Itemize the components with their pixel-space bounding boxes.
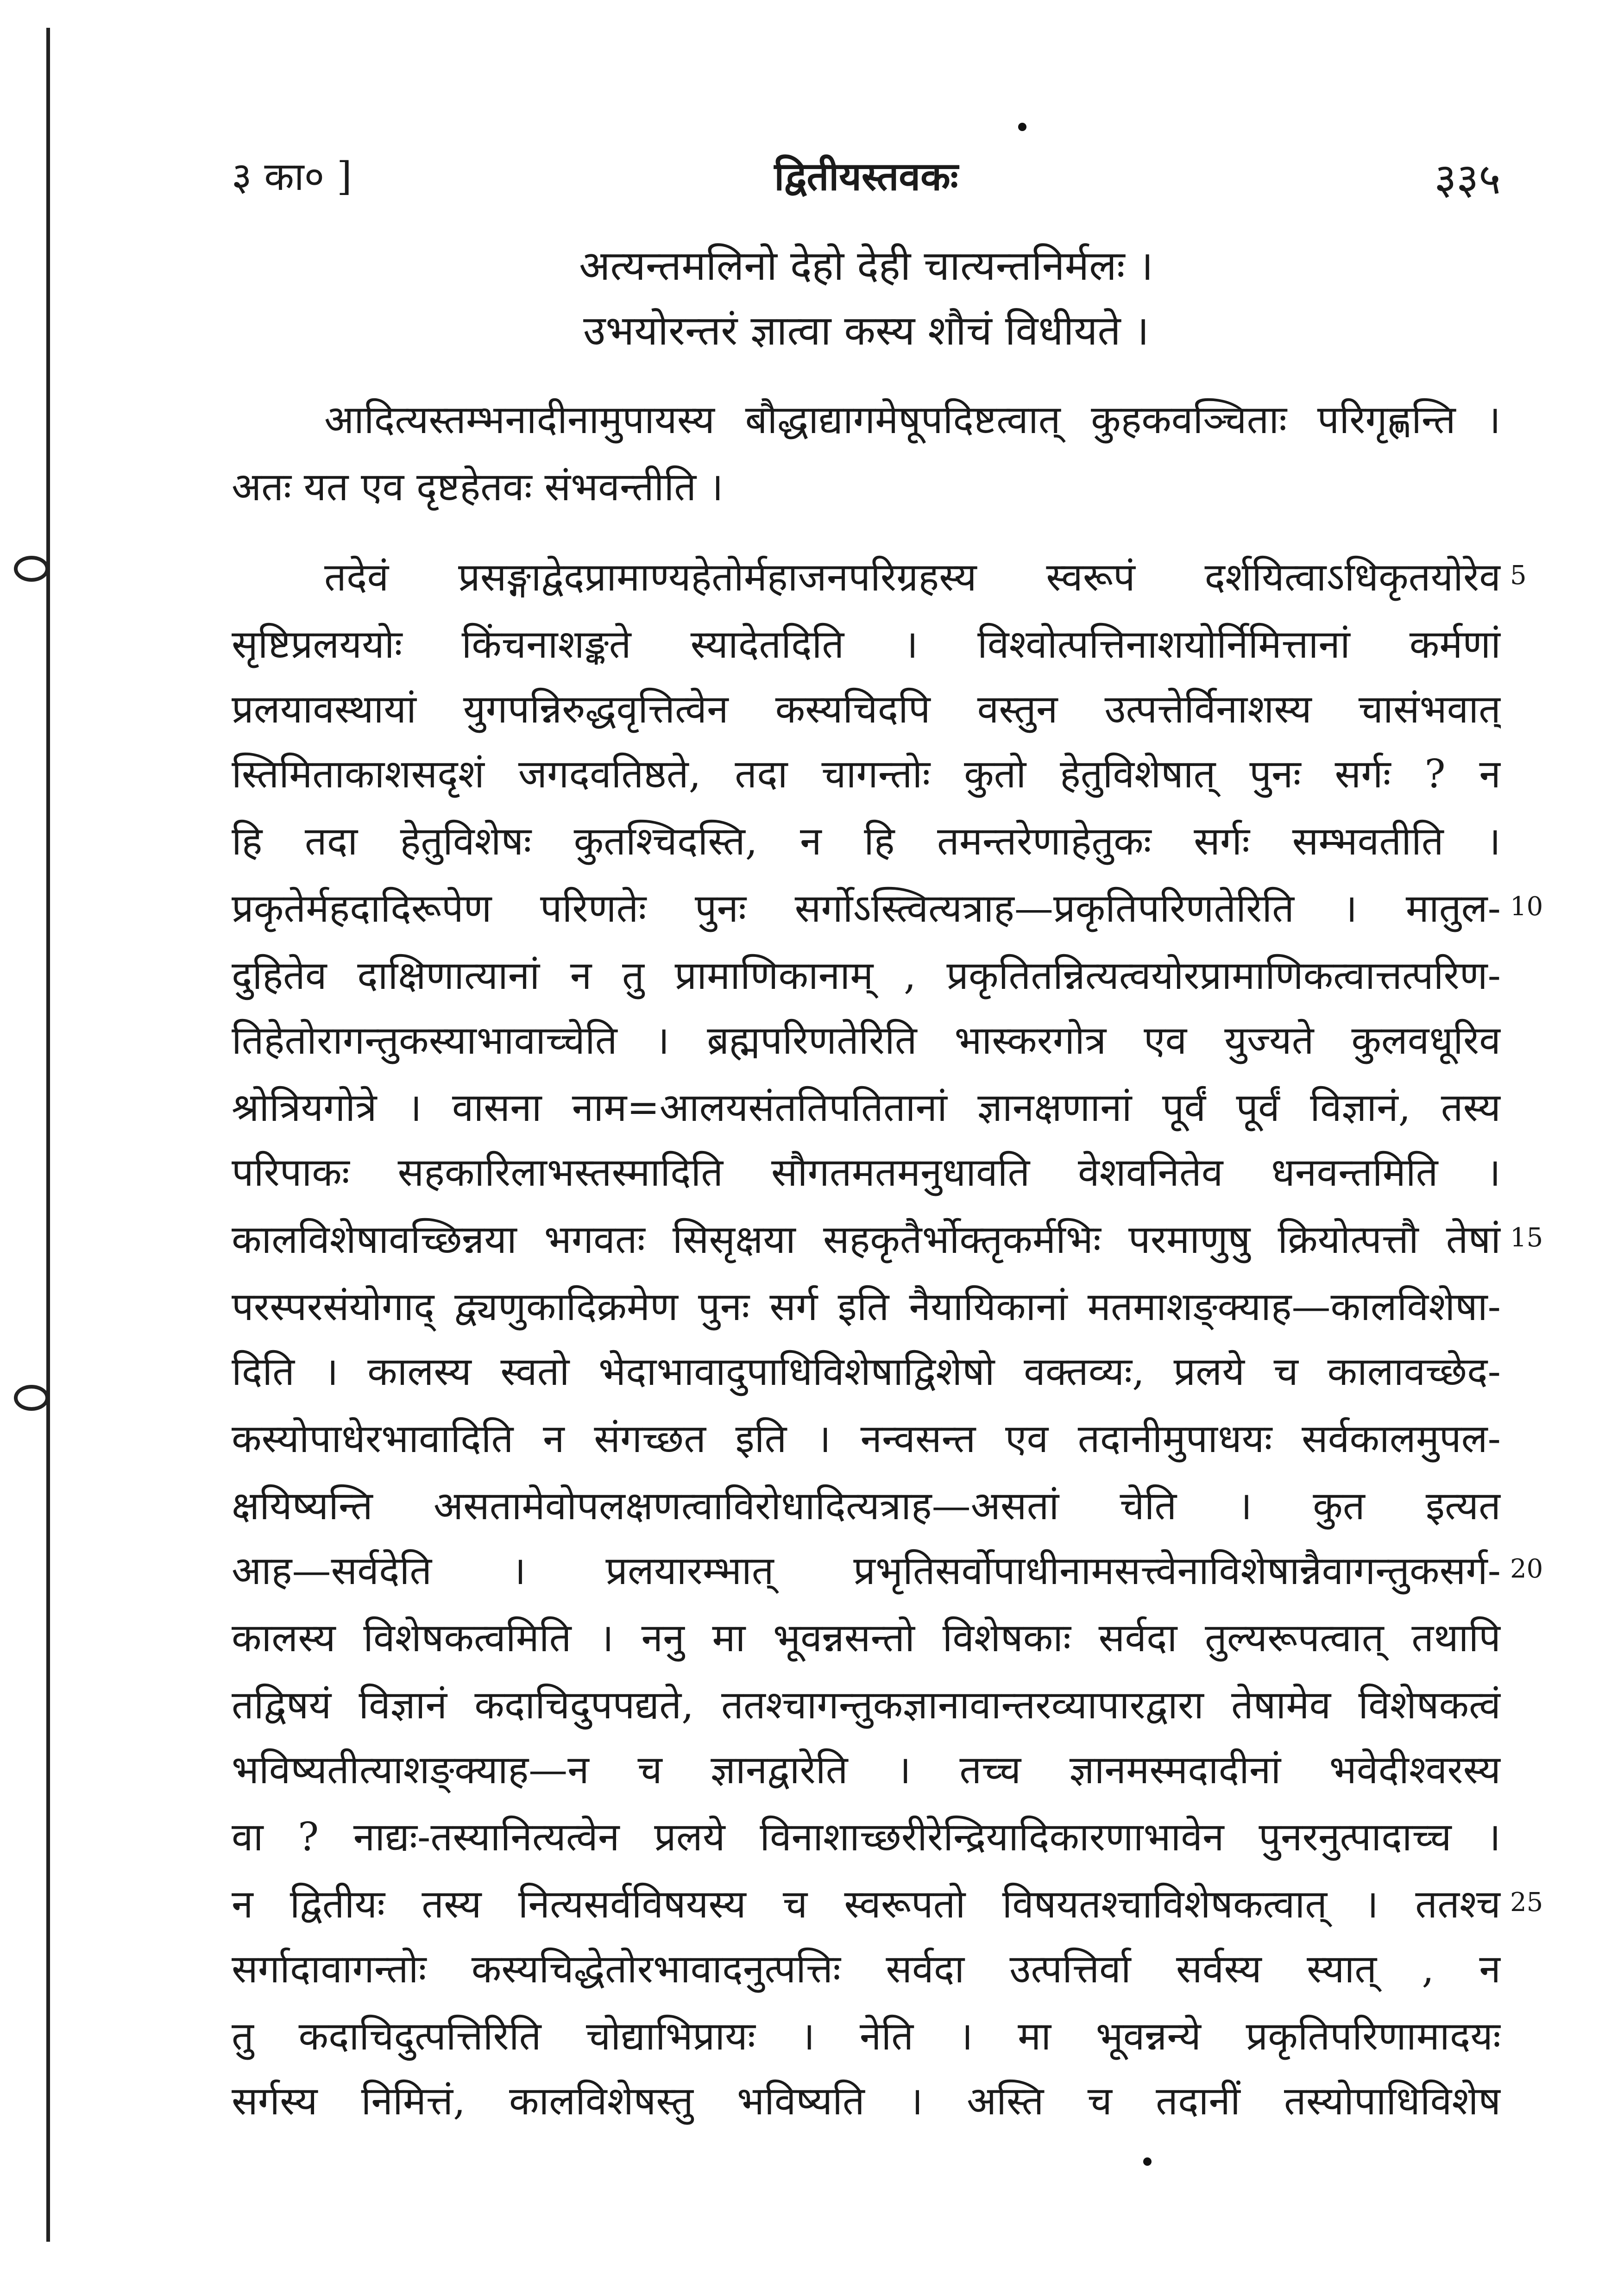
text-line: कालविशेषावच्छिन्नया भगवतः सिसृक्षया सहकृतैर्भोक्तृकर्मभिः परमाणुषु क्रियोत्पत्तौ तेषां	[232, 1217, 1501, 1262]
text-line: क्षयिष्यन्ति असतामेवोपलक्षणत्वाविरोधादित्यत्राह—असतां चेति । कुत इत्यत	[232, 1483, 1501, 1528]
verse-line: अत्यन्तमलिनो देहो देही चात्यन्तनिर्मलः ।	[579, 242, 1153, 289]
text-line: स्तिमिताकाशसदृशं जगदवतिष्ठते, तदा चागन्तोः कुतो हेतुविशेषात् पुनः सर्गः ? न	[232, 751, 1501, 797]
ink-dot	[1018, 123, 1026, 131]
text-line: परिपाकः सहकारिलाभस्तस्मादिति सौगतमतमनुधावति वेशवनितेव धनवन्तमिति ।	[232, 1150, 1501, 1195]
text-line: सर्गस्य निमित्तं, कालविशेषस्तु भविष्यति । अस्ति च तदानीं तस्योपाधिविशेष	[232, 2078, 1501, 2124]
binding-edge	[19, 28, 50, 2242]
chapter-marker: ३ का० ]	[232, 154, 352, 199]
line-number: 10	[1510, 892, 1543, 922]
text-line: न द्वितीयः तस्य नित्यसर्वविषयस्य च स्वरूपतो विषयतश्चाविशेषकत्वात् । ततश्च	[232, 1881, 1501, 1927]
text-line: भविष्यतीत्याशङ्क्याह—न च ज्ञानद्वारेति । तच्च ज्ञानमस्मदादीनां भवेदीश्वरस्य	[232, 1747, 1501, 1792]
text-line: सर्गादावागन्तोः कस्यचिद्धेतोरभावादनुत्पत्तिः सर्वदा उत्पत्तिर्वा सर्वस्य स्यात् , न	[232, 1946, 1501, 1992]
text-line: प्रकृतेर्महदादिरूपेण परिणतेः पुनः सर्गोऽस्त्वित्यत्राह—प्रकृतिपरिणतेरिति । मातुल-	[232, 886, 1501, 931]
line-number: 20	[1510, 1554, 1543, 1584]
text-line: अतः यत एव दृष्टहेतवः संभवन्तीति ।	[232, 464, 724, 509]
text-line: आदित्यस्तम्भनादीनामुपायस्य बौद्धाद्यागमेषूपदिष्टत्वात् कुहकवञ्चिताः परिगृह्णन्ति ।	[324, 397, 1501, 442]
text-line: तदेवं प्रसङ्गाद्वेदप्रामाण्यहेतोर्महाजनपरिग्रहस्य स्वरूपं दर्शयित्वाऽधिकृतयोरेव	[324, 554, 1501, 600]
text-line: दुहितेव दाक्षिणात्यानां न तु प्रामाणिकानाम् , प्रकृतितन्नित्यत्वयोरप्रामाणिकत्वात्तत्परिण-	[232, 953, 1501, 998]
text-line: तिहेतोरागन्तुकस्याभावाच्चेति । ब्रह्मपरिणतेरिति भास्करगोत्र एव युज्यते कुलवधूरिव	[232, 1018, 1501, 1063]
text-line: कालस्य विशेषकत्वमिति । ननु मा भूवन्नसन्तो विशेषकाः सर्वदा तुल्यरूपत्वात् तथापि	[232, 1615, 1501, 1660]
text-line: कस्योपाधेरभावादिति न संगच्छत इति । नन्वसन्त एव तदानीमुपाधयः सर्वकालमुपल-	[232, 1416, 1501, 1461]
text-line: तु कदाचिदुत्पत्तिरिति चोद्याभिप्रायः । नेति । मा भूवन्नन्ये प्रकृतिपरिणामादयः	[232, 2013, 1501, 2059]
verse-line: उभयोरन्तरं ज्ञात्वा कस्य शौचं विधीयते ।	[583, 307, 1149, 354]
running-title: द्वितीयस्तवकः	[774, 153, 958, 199]
binding-hole-mark	[14, 1385, 49, 1411]
text-line: सृष्टिप्रलययोः किंचनाशङ्कते स्यादेतदिति । विश्वोत्पत्तिनाशयोर्निमित्तानां कर्मणां	[232, 622, 1501, 667]
text-line: आह—सर्वदेति । प्रलयारम्भात् प्रभृतिसर्वोपाधीनामसत्त्वेनाविशेषान्नैवागन्तुकसर्ग-	[232, 1548, 1501, 1593]
text-line: तद्विषयं विज्ञानं कदाचिदुपपद्यते, ततश्चागन्तुकज्ञानावान्तरव्यापारद्वारा तेषामेव विशेषकत्वं	[232, 1682, 1501, 1728]
page-header	[232, 148, 1501, 213]
ink-dot	[1143, 2157, 1152, 2166]
text-line: प्रलयावस्थायां युगपन्निरुद्धवृत्तित्वेन कस्यचिदपि वस्तुन उत्पत्तेर्विनाशस्य चासंभवात्	[232, 686, 1501, 732]
line-number: 15	[1510, 1223, 1543, 1253]
line-number: 5	[1510, 560, 1527, 591]
text-line: वा ? नाद्यः-तस्यानित्यत्वेन प्रलये विनाशाच्छरीरेन्द्रियादिकारणाभावेन पुनरनुत्पादाच्च ।	[232, 1814, 1501, 1860]
binding-hole-mark	[14, 556, 49, 582]
text-line: परस्परसंयोगाद् द्व्यणुकादिक्रमेण पुनः सर्ग इति नैयायिकानां मतमाशङ्क्याह—कालविशेषा-	[232, 1284, 1501, 1329]
text-line: हि तदा हेतुविशेषः कुतश्चिदस्ति, न हि तमन्तरेणाहेतुकः सर्गः सम्भवतीति ।	[232, 818, 1501, 864]
text-line: दिति । कालस्य स्वतो भेदाभावादुपाधिविशेषाद्विशेषो वक्तव्यः, प्रलये च कालावच्छेद-	[232, 1349, 1501, 1394]
page-number: ३३५	[1434, 154, 1501, 204]
line-number: 25	[1510, 1887, 1543, 1918]
text-line: श्रोत्रियगोत्रे । वासना नाम=आलयसंततिपतितानां ज्ञानक्षणानां पूर्वं पूर्वं विज्ञानं, तस्य	[232, 1085, 1501, 1130]
